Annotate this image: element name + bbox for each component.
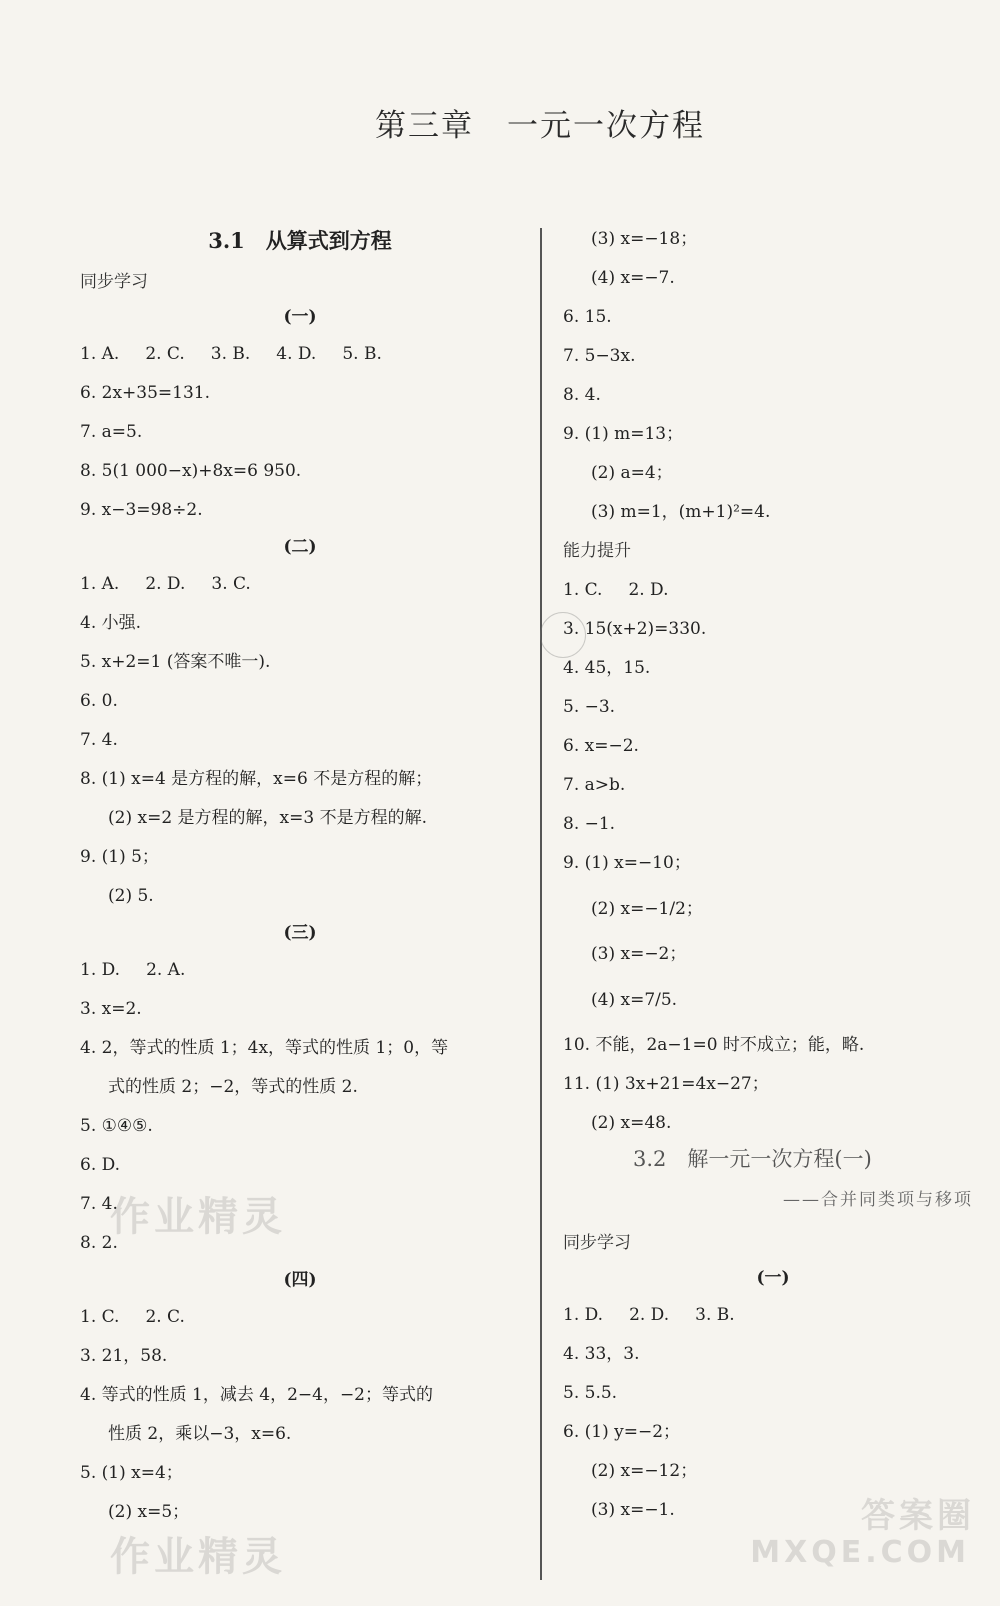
answer-line: (2) x=5； <box>108 1502 190 1522</box>
column-divider <box>540 228 542 1580</box>
answer-line: 4. 45，15. <box>563 658 651 678</box>
answer-line: (4) x=7/5. <box>591 990 678 1010</box>
answer-line: 6. D. <box>80 1155 121 1175</box>
answer-line: 6. (1) y=−2； <box>563 1422 681 1442</box>
answer-line: 1. C. 2. C. <box>80 1307 185 1327</box>
answer-line: (4) x=−7. <box>591 268 675 288</box>
heading-ability: 能力提升 <box>563 541 631 561</box>
answer-line: 性质 2，乘以−3，x=6. <box>108 1424 292 1444</box>
answer-line: 6. 15. <box>563 307 612 327</box>
answer-line: 8. (1) x=4 是方程的解，x=6 不是方程的解； <box>80 769 433 789</box>
answer-line: 3. 21，58. <box>80 1346 168 1366</box>
answer-line: (2) x=48. <box>591 1113 672 1133</box>
answer-line: (3) x=−18； <box>591 229 698 249</box>
answer-line: 4. 小强. <box>80 613 142 633</box>
answer-line: 5. ①④⑤. <box>80 1116 153 1136</box>
answer-line: (2) x=2 是方程的解，x=3 不是方程的解. <box>108 808 427 828</box>
section-title-3-1: 3.1 从算式到方程 <box>208 228 392 253</box>
watermark: 答案圈 <box>861 1496 975 1536</box>
answer-line: 4. 2，等式的性质 1；4x，等式的性质 1；0，等 <box>80 1038 449 1058</box>
answer-line: 9. (1) x=−10； <box>563 853 691 873</box>
answer-line: 式的性质 2；−2，等式的性质 2. <box>108 1077 358 1097</box>
answer-line: 9. (1) 5； <box>80 847 159 867</box>
answer-line: 10. 不能，2a−1=0 时不成立；能，略. <box>563 1035 865 1055</box>
section-title-3-2: 3.2 解一元一次方程(一) <box>633 1147 872 1171</box>
watermark: MXQE.COM <box>750 1535 970 1570</box>
answer-line: 9. x−3=98÷2. <box>80 500 203 520</box>
answer-line: (3) m=1，(m+1)²=4. <box>591 502 771 522</box>
chapter-title: 第三章 一元一次方程 <box>375 108 705 144</box>
answer-line: (3) x=−2； <box>591 944 687 964</box>
watermark: 作业精灵 <box>110 1194 286 1240</box>
answer-line: 8. 5(1 000−x)+8x=6 950. <box>80 461 302 481</box>
answer-line: (3) x=−1. <box>591 1500 675 1520</box>
answer-line: 4. 33，3. <box>563 1344 640 1364</box>
right-column <box>563 220 983 1530</box>
answer-line: 1. D. 2. A. <box>80 960 186 980</box>
answer-line: 6. x=−2. <box>563 736 639 756</box>
answer-line: (2) a=4； <box>591 463 673 483</box>
answer-line: 9. (1) m=13； <box>563 424 684 444</box>
answer-line: 8. 4. <box>563 385 601 405</box>
answer-line: 3. x=2. <box>80 999 142 1019</box>
heading-sync-study: 同步学习 <box>563 1233 631 1253</box>
answer-line: 5. (1) x=4； <box>80 1463 183 1483</box>
answer-line: (2) x=−12； <box>591 1461 698 1481</box>
answer-line: 7. 5−3x. <box>563 346 636 366</box>
section-subtitle: ——合并同类项与移项 <box>783 1190 973 1210</box>
answer-line: 7. 4. <box>80 730 118 750</box>
part-label: (三) <box>283 923 317 943</box>
answer-line: 8. −1. <box>563 814 616 834</box>
answer-line: 1. D. 2. D. 3. B. <box>563 1305 735 1325</box>
answer-line: 6. 0. <box>80 691 118 711</box>
heading-sync-study: 同步学习 <box>80 272 148 292</box>
answer-line: 7. a>b. <box>563 775 626 795</box>
answer-line: 1. A. 2. C. 3. B. 4. D. 5. B. <box>80 344 382 364</box>
answer-line: (2) x=−1/2； <box>591 899 703 919</box>
answer-line: 8. 2. <box>80 1233 118 1253</box>
answer-line: 3. 15(x+2)=330. <box>563 619 707 639</box>
part-label: (二) <box>283 537 317 557</box>
part-label: (一) <box>283 307 317 327</box>
answer-line: 1. A. 2. D. 3. C. <box>80 574 251 594</box>
answer-line: 7. a=5. <box>80 422 143 442</box>
answer-line: 11. (1) 3x+21=4x−27； <box>563 1074 769 1094</box>
part-label: (一) <box>756 1268 790 1288</box>
left-column <box>80 225 520 1532</box>
part-label: (四) <box>283 1270 317 1290</box>
answer-line: 5. x+2=1 (答案不唯一). <box>80 652 271 672</box>
answer-line: 7. 4. <box>80 1194 118 1214</box>
answer-line: 5. −3. <box>563 697 616 717</box>
answer-line: 5. 5.5. <box>563 1383 618 1403</box>
watermark: 作业精灵 <box>110 1534 286 1580</box>
answer-line: (2) 5. <box>108 886 154 906</box>
answer-line: 4. 等式的性质 1，减去 4，2−4，−2；等式的 <box>80 1385 433 1405</box>
answer-line: 1. C. 2. D. <box>563 580 669 600</box>
answer-line: 6. 2x+35=131. <box>80 383 210 403</box>
